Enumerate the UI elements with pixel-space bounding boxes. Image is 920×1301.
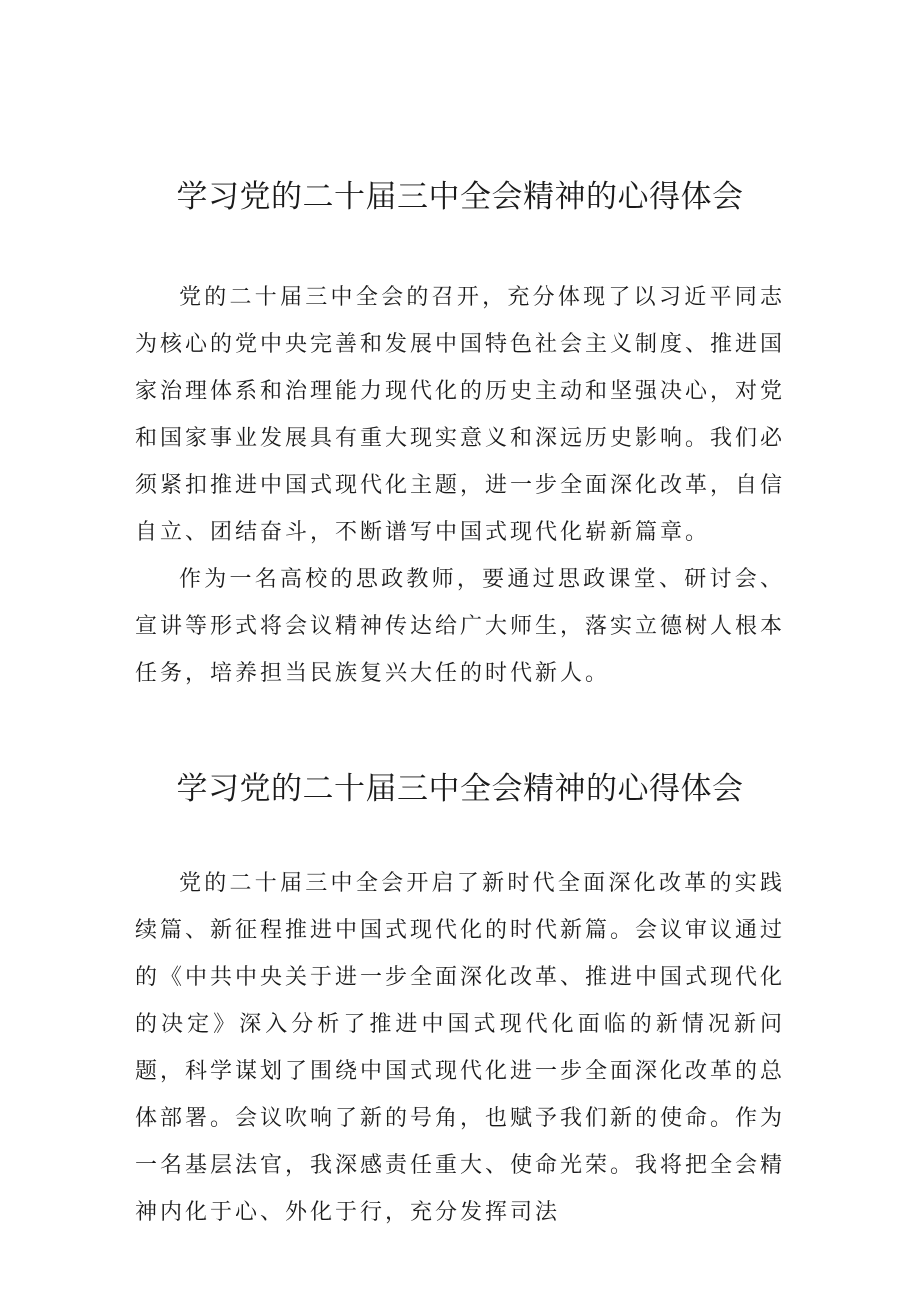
essay-title: 学习党的二十届三中全会精神的心得体会 — [176, 771, 744, 807]
essay-section-2 — [135, 764, 785, 1236]
essay-title: 学习党的二十届三中全会精神的心得体会 — [176, 179, 744, 215]
essay-paragraph: 作为一名高校的思政教师，要通过思政课堂、研讨会、宣讲等形式将会议精神传达给广大师生，落实立德树人根本任务，培养担当民族复兴大任的时代新人。 — [135, 567, 786, 686]
essay-paragraph: 党的二十届三中全会的召开，充分体现了以习近平同志为核心的党中央完善和发展中国特色社会主义制度、推进国家治理体系和治理能力现代化的历史主动和坚强决心，对党和国家事业发展具有重大现实意义和深远历史影响。我们必须紧扣推进中国式现代化主题，进一步全面深化改革，自信自立、团结奋斗，不断谱写中国式现代化崭新篇章。 — [135, 285, 786, 545]
essay-section-1 — [135, 172, 785, 697]
essay-paragraph: 党的二十届三中全会开启了新时代全面深化改革的实践续篇、新征程推进中国式现代化的时代新篇。会议审议通过的《中共中央关于进一步全面深化改革、推进中国式现代化的决定》深入分析了推进中国式现代化面临的新情况新问题，科学谋划了围绕中国式现代化进一步全面深化改革的总体部署。会议吹响了新的号角，也赋予我们新的使命。作为一名基层法官，我深感责任重大、使命光荣。我将把全会精神内化于心、外化于行，充分发挥司法 — [135, 871, 786, 1225]
